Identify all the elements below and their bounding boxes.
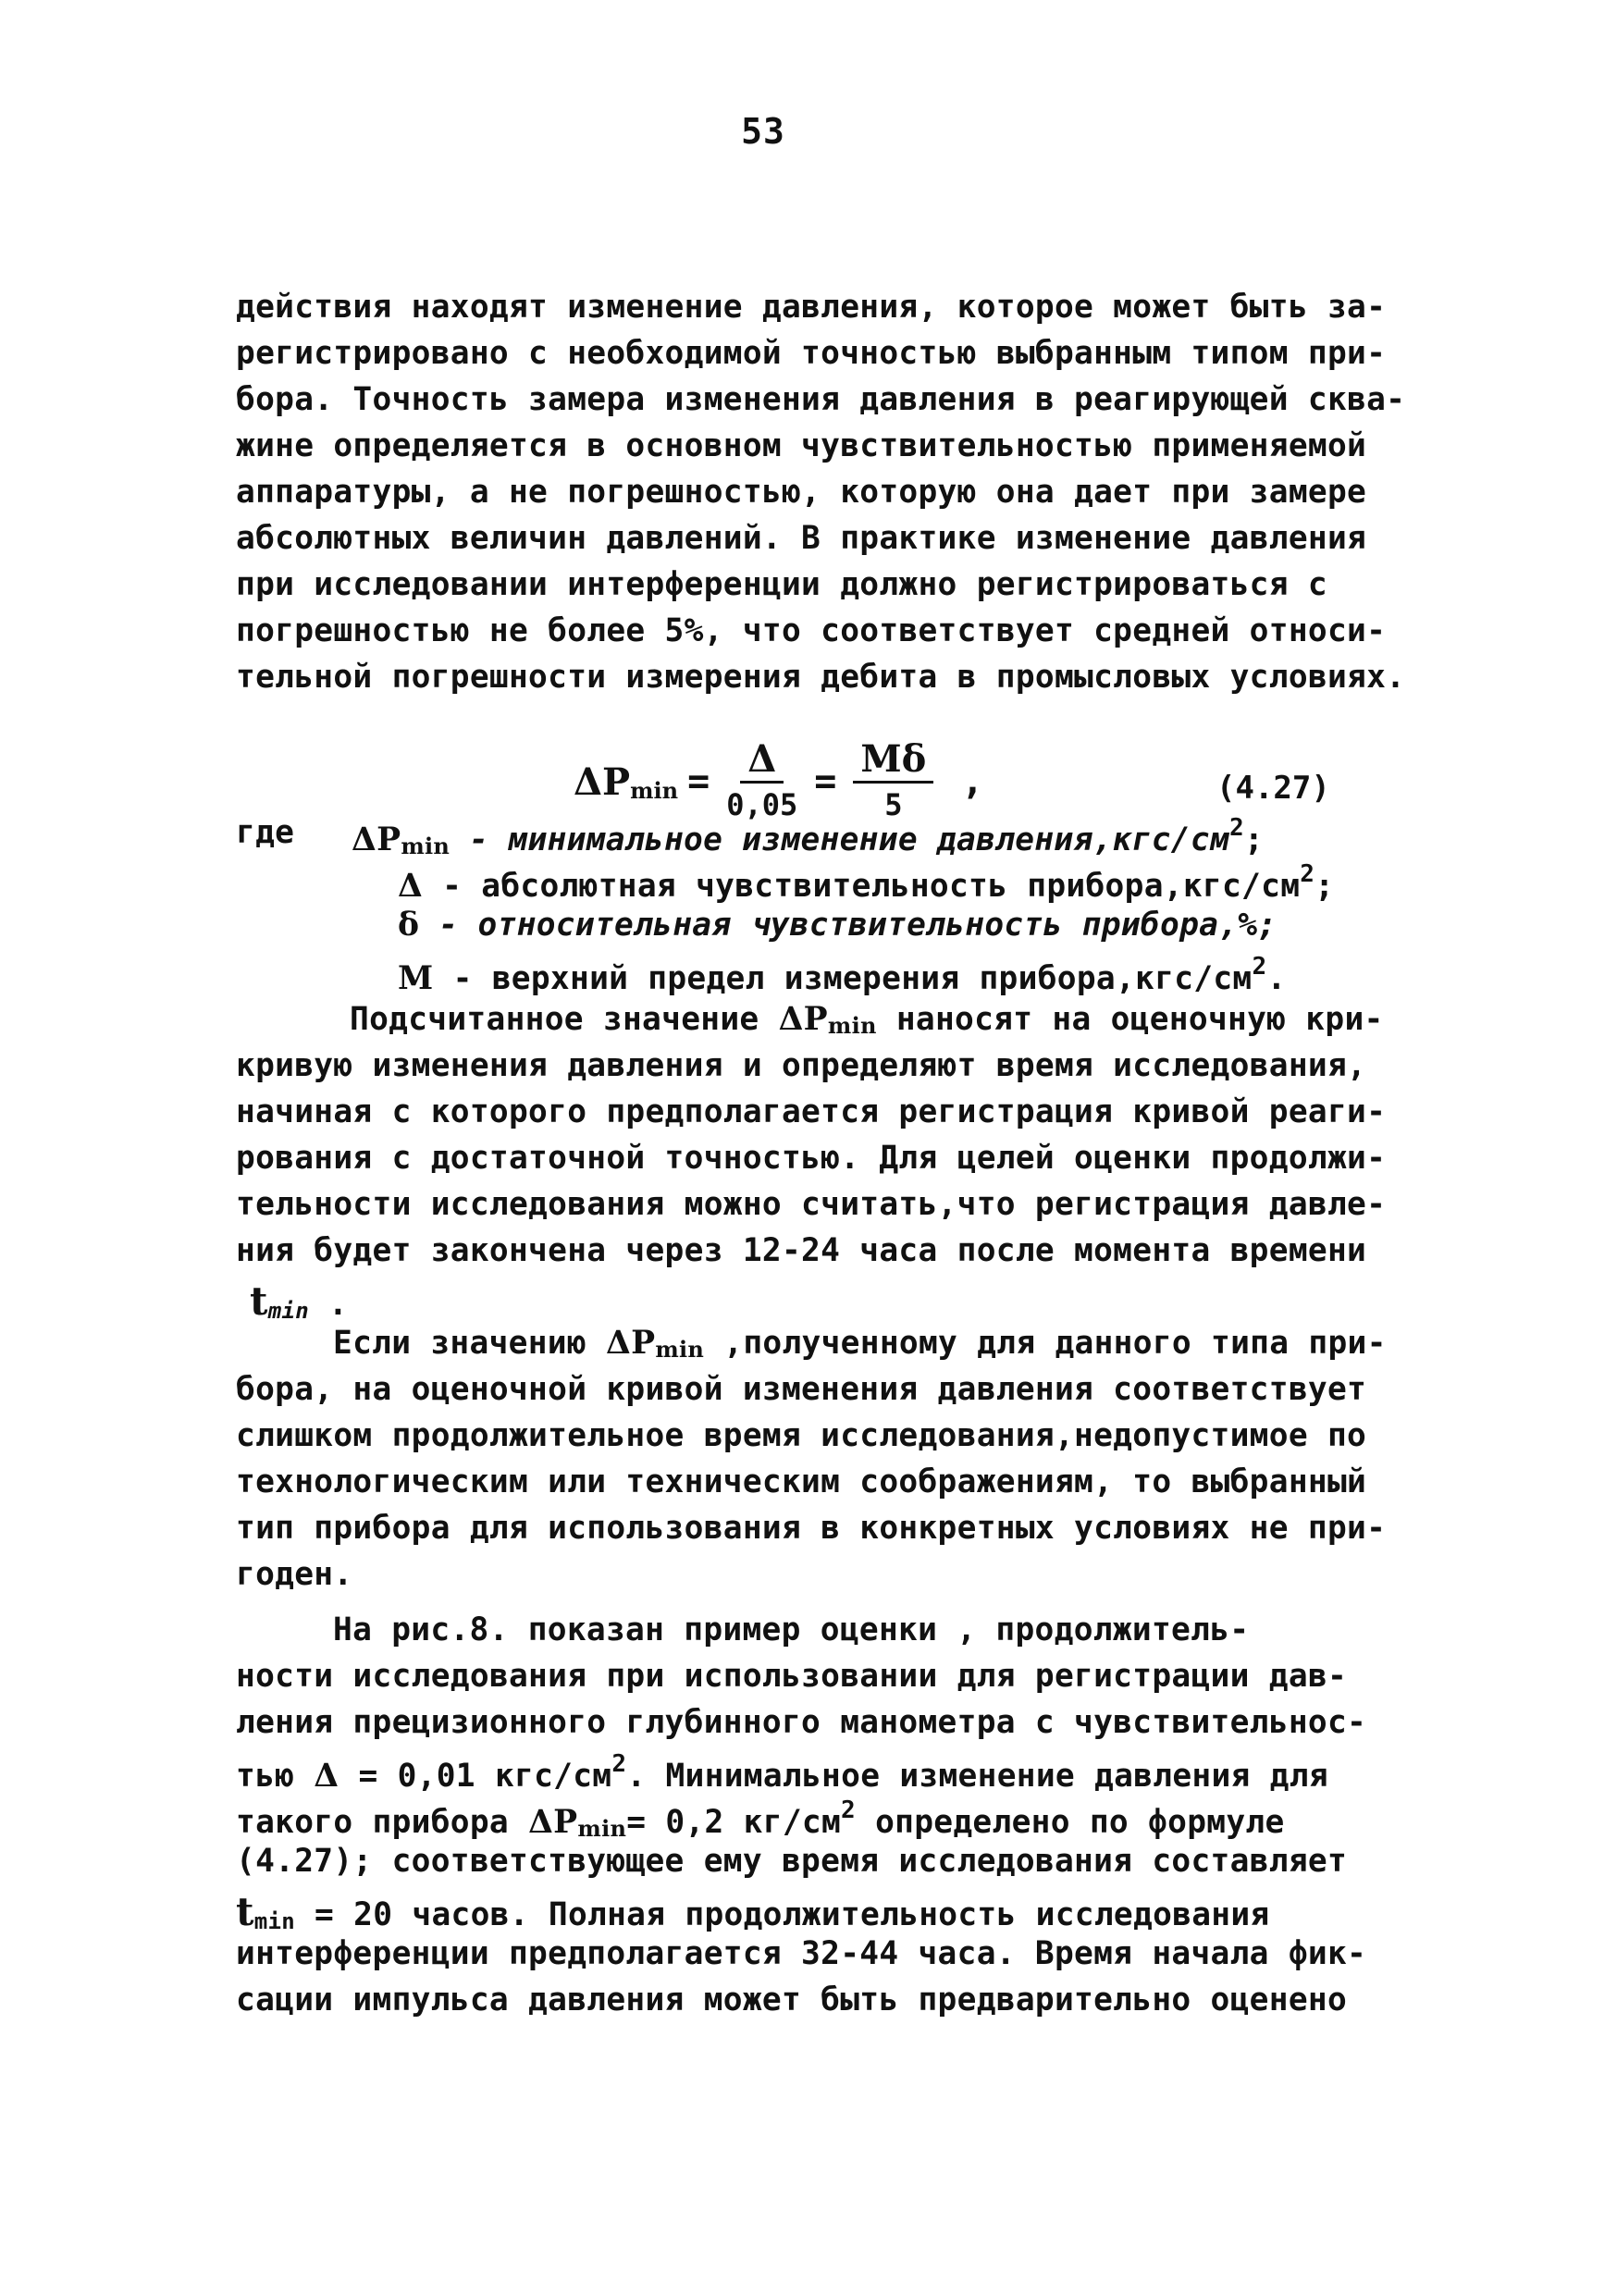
where-item: δ - относительная чувствительность прибора,%; — [398, 907, 1278, 944]
text-line: годен. — [236, 1556, 353, 1593]
fraction-numerator: Mδ — [853, 738, 933, 784]
page-number: 53 — [741, 111, 785, 152]
text-line: начиная с которого предполагается регистрация кривой реаги- — [236, 1093, 1387, 1130]
text-line: сации импульса давления может быть предварительно оценено — [236, 1981, 1348, 2018]
text-line: Подсчитанное значение ΔPmin наносят на оценочную кри- — [350, 1001, 1384, 1039]
text-line: ности исследования при использовании для регистрации дав- — [236, 1658, 1348, 1695]
text-line: бора, на оценочной кривой изменения давления соответствует — [236, 1371, 1367, 1408]
where-item: ΔPmin - минимальное изменение $давления,кгс/см^2$; — [352, 814, 1265, 859]
text-line: рования с достаточной точностью. Для целей оценки продолжи- — [236, 1140, 1387, 1177]
text-line: регистрировано с необходимой точностью выбранным типом при- — [236, 335, 1387, 372]
text-line: действия находят изменение давления, которое может быть за- — [236, 289, 1387, 326]
text-line: Если значению ΔPmin ,полученному для данного типа при- — [333, 1325, 1387, 1363]
equation-number: (4.27) — [1216, 770, 1330, 807]
where-item: M - верхний предел измерения $прибора,кгс/см^2$. — [398, 953, 1287, 997]
text-line: tmin = 20 часов. Полная продолжительность исследования — [236, 1889, 1270, 1934]
text-line: тельности исследования можно считать,что регистрация давле- — [236, 1186, 1387, 1223]
text-line: тью Δ = 0,01 кгс/$см^2$. Минимальное изменение давления для — [236, 1750, 1328, 1795]
text-line: погрешностью не более 5%, что соответствует средней относи- — [236, 612, 1387, 649]
text-line: На рис.8. показан пример оценки , продолжитель- — [333, 1611, 1250, 1648]
equals-sign: = — [814, 760, 837, 803]
text-line: при исследовании интерференции должно регистрироваться с — [236, 566, 1327, 603]
fraction-denominator: 0,05 — [726, 786, 798, 822]
where-lead: где — [236, 814, 295, 851]
text-line: ния будет закончена через 12-24 часа после момента времени — [236, 1232, 1367, 1269]
equals-sign: = — [687, 760, 710, 803]
text-line: интерференции предполагается 32-44 часа. Время начала фик- — [236, 1935, 1367, 1972]
text-line: такого прибора ΔPmin= 0,2 $кг/см^2$ определено по формуле — [236, 1796, 1285, 1842]
text-line: ления прецизионного глубинного манометра с чувствительнос- — [236, 1704, 1367, 1741]
fraction-denominator: 5 — [884, 786, 903, 822]
text-line: tmin . — [250, 1278, 349, 1324]
formula-comma: , — [961, 760, 984, 803]
text-line: абсолютных величин давлений. В практике изменение давления — [236, 520, 1367, 557]
text-line: тип прибора для использования в конкретных условиях не при- — [236, 1510, 1387, 1547]
fraction-numerator: Δ — [740, 738, 784, 784]
text-line: технологическим или техническим соображениям, то выбранный — [236, 1463, 1367, 1500]
text-line: бора. Точность замера изменения давления в реагирующей сква- — [236, 381, 1406, 418]
text-line: слишком продолжительное время исследования,недопустимое по — [236, 1417, 1367, 1454]
where-item: Δ - абсолютная чувствительность $прибора,кгс/см^2$; — [398, 860, 1335, 905]
fraction-m-delta-over-5 — [853, 738, 933, 826]
fraction-delta-over-005 — [726, 738, 797, 826]
text-line: тельной погрешности измерения дебита в промысловых условиях. — [236, 659, 1406, 696]
text-line: жине определяется в основном чувствительностью применяемой — [236, 427, 1367, 464]
text-line: аппаратуры, а не погрешностью, которую она дает при замере — [236, 474, 1367, 511]
text-line: кривую изменения давления и определяют время исследования, — [236, 1047, 1367, 1084]
formula-lhs: ΔPmin — [574, 759, 679, 804]
text-line: (4.27); соответствующее ему время исследования составляет — [236, 1843, 1348, 1880]
